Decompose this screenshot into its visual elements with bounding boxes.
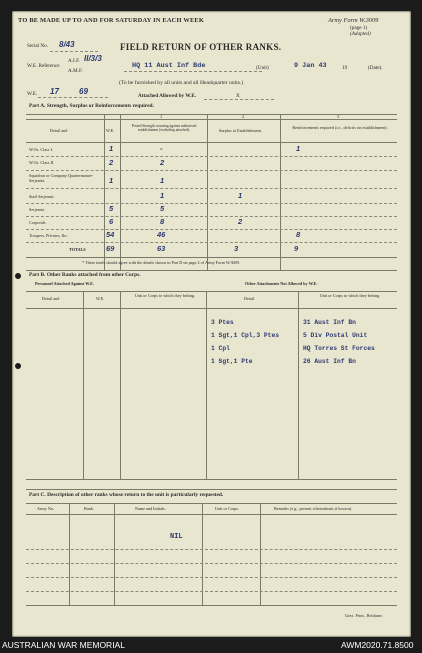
- we-label: W.E.: [27, 91, 38, 97]
- row-posted: -: [160, 144, 163, 153]
- row-label: W.Os. Class II.: [29, 160, 55, 165]
- we-value-2: 69: [79, 87, 88, 96]
- attached-x: X: [236, 93, 240, 99]
- row-label: Staff Serjeants: [29, 194, 54, 199]
- row-posted: 2: [160, 158, 165, 167]
- row-surplus: 2: [238, 217, 243, 226]
- part-b-col-right-unit: Unit or Corps to which they belong.: [319, 293, 381, 298]
- row-posted: 46: [157, 230, 166, 239]
- row-reinf: 1: [296, 144, 301, 153]
- printer-imprint: Govt. Print., Brisbane.: [345, 613, 383, 618]
- attachment-detail: 1 Sgt,1 Pte: [211, 358, 253, 365]
- part-c-title: Part C. Description of other ranks whose return to the unit is particularly requested.: [29, 492, 224, 498]
- footer-left: AUSTRALIAN WAR MEMORIAL: [2, 640, 125, 650]
- row-we: 2: [109, 158, 114, 167]
- row-we: 1: [109, 144, 114, 153]
- row-label: W.Os. Class I.: [29, 147, 53, 152]
- col-number-1: 1: [160, 114, 163, 119]
- row-posted: 8: [160, 217, 165, 226]
- col-header-detail: Detail and: [50, 128, 68, 133]
- attachment-unit: 5 Div Postal Unit: [303, 332, 368, 339]
- col-header-we: W.E.: [106, 128, 115, 133]
- row-we: 6: [109, 217, 114, 226]
- attachment-unit: HQ Torres St Forces: [303, 345, 375, 352]
- row-posted: 1: [160, 191, 165, 200]
- army-form-number: Army Form W.3009: [328, 17, 379, 24]
- col-header-posted: Posted Strength counting against authorised establishment (excluding attached).: [131, 124, 197, 133]
- part-b-title: Part B. Other Ranks attached from other Corps.: [29, 272, 141, 278]
- attachment-unit: 26 Aust Inf Bn: [303, 358, 356, 365]
- top-notice: TO BE MADE UP TO AND FOR SATURDAY IN EACH WEEK: [18, 17, 205, 24]
- unit-label: (Unit): [256, 65, 269, 71]
- serial-value: 8/43: [59, 40, 75, 49]
- page-note: (page 1): [350, 25, 368, 31]
- punch-hole: [15, 363, 21, 369]
- year-prefix: 19: [342, 65, 348, 71]
- we-value-1: 17: [50, 87, 59, 96]
- footer-right: AWM2020.71.8500: [341, 640, 414, 650]
- part-c-col-rank: Rank.: [84, 506, 94, 511]
- punch-hole: [15, 273, 21, 279]
- totals-we: 69: [106, 244, 115, 253]
- we-reference-label: W.E. Reference: [27, 63, 60, 69]
- totals-surplus: 3: [234, 244, 239, 253]
- part-b-left-sub: Personnel Attached Against W.E.: [35, 281, 94, 286]
- part-c-col-army-no: Army No.: [37, 506, 54, 511]
- serial-label: Serial No.: [27, 43, 49, 49]
- col-number-3: 3: [337, 114, 340, 119]
- unit-value: HQ 11 Aust Inf Bde: [132, 62, 206, 70]
- part-b-col-we: W.E.: [96, 296, 105, 301]
- totals-reinf: 9: [294, 244, 299, 253]
- totals-label: TOTALS: [69, 247, 86, 252]
- date-label: (Date).: [368, 65, 383, 71]
- row-we: 54: [106, 230, 115, 239]
- row-label: Serjeants: [29, 207, 45, 212]
- form-title: FIELD RETURN OF OTHER RANKS.: [120, 42, 282, 52]
- row-label: Squadron or Company Quartermaster-Serjeants: [29, 173, 94, 183]
- part-c-entry: NIL: [170, 533, 183, 541]
- row-posted: 5: [160, 204, 165, 213]
- row-surplus: 1: [238, 191, 243, 200]
- part-b-right-sub: Other Attachments Not Allowed by W.E.: [245, 281, 318, 286]
- row-label: Troopers, Privates, &c.: [29, 233, 68, 238]
- part-b-col-right-detail: Detail.: [244, 296, 256, 301]
- row-label: Corporals: [29, 220, 46, 225]
- adapted-note: (Adapted): [350, 31, 371, 37]
- date-value: 9 Jan 43: [294, 62, 327, 70]
- furnished-note: (To be furnished by all units and all Headquarter units.): [119, 80, 244, 86]
- attachment-unit: 31 Aust Inf Bn: [303, 319, 356, 326]
- col-number-2: 2: [242, 114, 245, 119]
- attachment-detail: 1 Cpl: [211, 345, 230, 352]
- amf-label: A.M.F.: [68, 68, 83, 74]
- part-c-col-name: Name and Initials.: [135, 506, 166, 511]
- part-c-col-unit: Unit or Corps.: [215, 506, 240, 511]
- row-reinf: 8: [296, 230, 301, 239]
- attached-allowed-label: Attached Allowed by W.E.: [138, 93, 197, 99]
- col-header-reinforcements: Reinforcements required (i.e., deficits on establishment).: [292, 125, 388, 130]
- form-page: [12, 11, 411, 637]
- part-a-footnote: * These totals should agree with the details shown in Part D on page 2 of Army Form W.3009.: [82, 260, 240, 265]
- row-posted: 1: [160, 176, 165, 185]
- part-c-col-remarks: Remarks (e.g., present whereabouts if known).: [274, 506, 353, 511]
- totals-posted: 63: [157, 244, 166, 253]
- part-b-col-detail: Detail and: [42, 296, 60, 301]
- part-b-col-unit: Unit or Corps to which they belong.: [134, 293, 196, 298]
- attachment-detail: 3 Ptes: [211, 319, 234, 326]
- row-we: 1: [109, 176, 114, 185]
- aif-label: A.I.F.: [68, 58, 80, 64]
- attachment-detail: 1 Sgt,1 Cpl,3 Ptes: [211, 332, 280, 339]
- aif-value: II/3/3: [84, 54, 102, 63]
- part-a-title: Part A. Strength, Surplus or Reinforcements required.: [29, 103, 154, 109]
- row-we: 5: [109, 204, 114, 213]
- col-header-surplus: Surplus to Establishment.: [219, 128, 262, 133]
